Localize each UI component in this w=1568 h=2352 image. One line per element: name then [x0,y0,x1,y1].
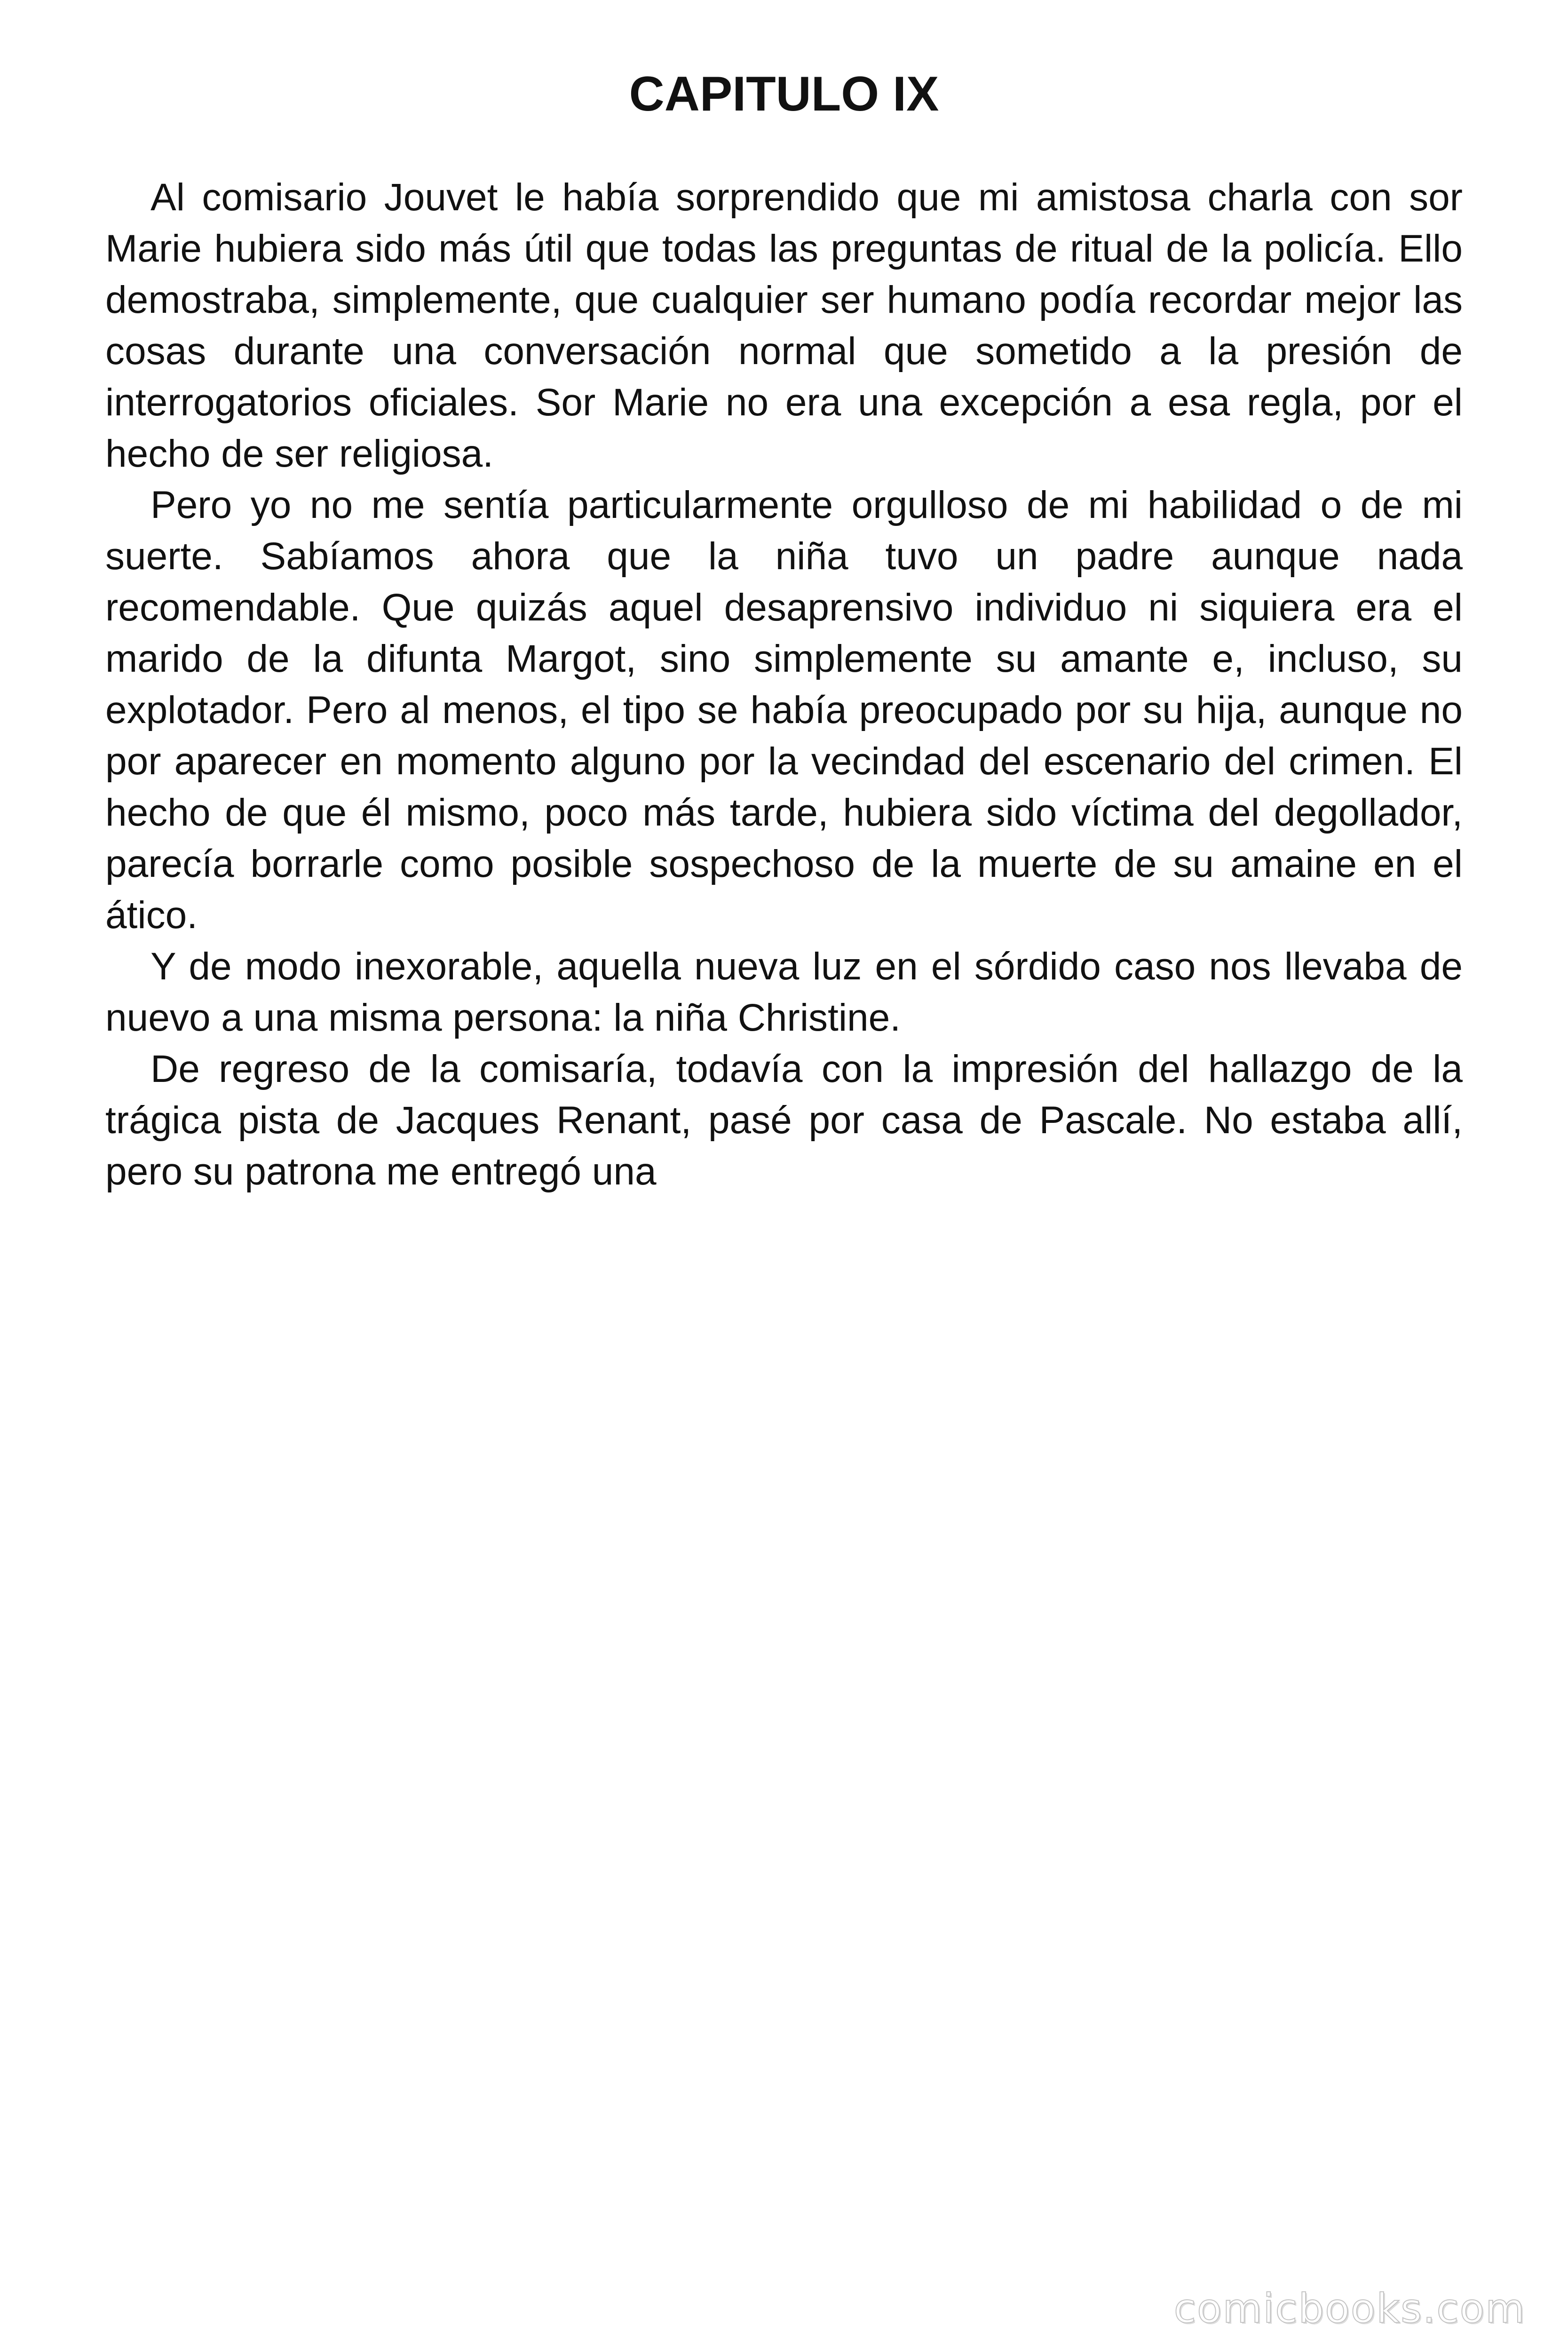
paragraph-3: Y de modo inexorable, aquella nueva luz en el sórdido caso nos llevaba de nuevo a una misma persona: la niña Christine. [105,945,1463,1039]
paragraph-2: Pero yo no me sentía particularmente orgulloso de mi habilidad o de mi suerte. Sabíamos ahora que la niña tuvo un padre aunque nada recomendable. Que quizás aquel desaprensivo individuo ni siquiera era el marido de la difunta Margot, sino simplemente su amante e, incluso, su explotador. Pero al menos, el tipo se había preocupado por su hija, aunque no por aparecer en momento alguno por la vecindad del escenario del crimen. El hecho de que él mismo, poco más tarde, hubiera sido víctima del degollador, parecía borrarle como posible sospechoso de la muerte de su amaine en el ático. [105,484,1463,937]
watermark-text: comicbooks.com [1173,2285,1526,2332]
paragraph-1: Al comisario Jouvet le había sorprendido que mi amistosa charla con sor Marie hubiera sido más útil que todas las preguntas de ritual de la policía. Ello demostraba, simplemente, que cualquier ser humano podía recordar mejor las cosas durante una conversación normal que sometido a la presión de interrogatorios oficiales. Sor Marie no era una excepción a esa regla, por el hecho de ser religiosa. [105,176,1463,475]
chapter-title: CAPITULO IX [629,67,939,121]
paragraph-4: De regreso de la comisaría, todavía con la impresión del hallazgo de la trágica pista de Jacques Renant, pasé por casa de Pascale. No estaba allí, pero su patrona me entregó una [105,1048,1463,1193]
chapter-body [105,172,1463,1197]
